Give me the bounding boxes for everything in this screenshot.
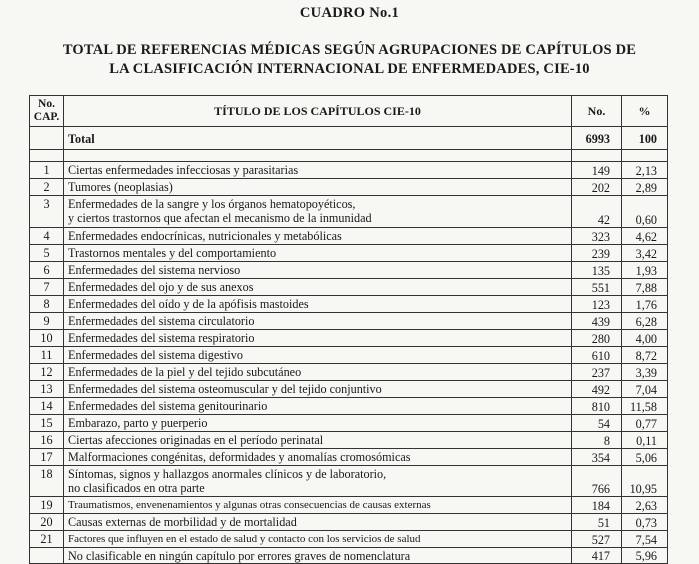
- total-cap: [30, 127, 64, 150]
- table-row: [30, 162, 668, 179]
- chapter-title: [64, 415, 572, 432]
- reference-count: 527: [572, 531, 622, 548]
- chapter-number: 20: [30, 514, 64, 531]
- table-row: [30, 179, 668, 196]
- chapter-title-line: Traumatismos, envenenamientos y algunas otras consecuencias de causas externas: [68, 499, 431, 511]
- chapter-number: 19: [30, 497, 64, 514]
- header-cap: [30, 96, 64, 127]
- chapter-title-line: Enfermedades del ojo y de sus anexos: [68, 280, 254, 294]
- chapter-title-line: y ciertos trastornos que afectan el mecanismo de la inmunidad: [68, 211, 372, 225]
- chapter-number: 14: [30, 398, 64, 415]
- reference-count: 417: [572, 548, 622, 564]
- reference-count: 239: [572, 245, 622, 262]
- table-row: [30, 347, 668, 364]
- chapter-title-line: Malformaciones congénitas, deformidades y anomalías cromosómicas: [68, 450, 411, 464]
- chapter-number: 5: [30, 245, 64, 262]
- chapter-title: [64, 364, 572, 381]
- chapter-number: 7: [30, 279, 64, 296]
- chapter-title-line: Trastornos mentales y del comportamiento: [68, 246, 277, 260]
- chapter-number: 13: [30, 381, 64, 398]
- reference-count: 51: [572, 514, 622, 531]
- references-table: [29, 95, 668, 564]
- reference-count: 8: [572, 432, 622, 449]
- cuadro-label: CUADRO No.1: [299, 5, 400, 21]
- table-row: [30, 449, 668, 466]
- chapter-title: [64, 548, 572, 564]
- title-line: TOTAL DE REFERENCIAS MÉDICAS SEGÚN AGRUPACIONES DE CAPÍTULOS DE: [62, 42, 637, 58]
- reference-percent: 1,76: [622, 296, 668, 313]
- reference-count: 237: [572, 364, 622, 381]
- chapter-number: 17: [30, 449, 64, 466]
- reference-count: 280: [572, 330, 622, 347]
- chapter-number: 10: [30, 330, 64, 347]
- table-row: [30, 398, 668, 415]
- chapter-title-line: Enfermedades de la sangre y los órganos hematopoyéticos,: [68, 197, 356, 211]
- chapter-title-line: Enfermedades del sistema osteomuscular y del tejido conjuntivo: [68, 382, 382, 396]
- reference-percent: 7,04: [622, 381, 668, 398]
- reference-count: 135: [572, 262, 622, 279]
- reference-count: 184: [572, 497, 622, 514]
- reference-count: 42: [572, 196, 622, 228]
- table-row: [30, 548, 668, 564]
- table-row: [30, 245, 668, 262]
- reference-count: 149: [572, 162, 622, 179]
- chapter-title-line: Enfermedades del sistema genitourinario: [68, 399, 268, 413]
- chapter-title-line: Síntomas, signos y hallazgos anormales clínicos y de laboratorio,: [68, 467, 387, 481]
- chapter-title-line: Causas externas de morbilidad y de mortalidad: [68, 515, 297, 529]
- reference-count: 810: [572, 398, 622, 415]
- header-title: TÍTULO DE LOS CAPÍTULOS CIE-10: [64, 96, 572, 127]
- reference-percent: 7,88: [622, 279, 668, 296]
- chapter-title-line: Enfermedades del sistema respiratorio: [68, 331, 255, 345]
- chapter-number: 12: [30, 364, 64, 381]
- table-row: [30, 415, 668, 432]
- chapter-number: 6: [30, 262, 64, 279]
- reference-count: 354: [572, 449, 622, 466]
- chapter-title: [64, 497, 572, 514]
- reference-percent: 2,63: [622, 497, 668, 514]
- reference-percent: 0,11: [622, 432, 668, 449]
- chapter-title: [64, 449, 572, 466]
- reference-percent: 0,73: [622, 514, 668, 531]
- chapter-title: [64, 313, 572, 330]
- chapter-title-line: Enfermedades del sistema nervioso: [68, 263, 241, 277]
- table-row: [30, 228, 668, 245]
- chapter-title: [64, 279, 572, 296]
- reference-percent: 3,39: [622, 364, 668, 381]
- total-num: 6993: [572, 127, 622, 150]
- chapter-number: 21: [30, 531, 64, 548]
- table-row: [30, 432, 668, 449]
- reference-percent: 3,42: [622, 245, 668, 262]
- chapter-number: 1: [30, 162, 64, 179]
- reference-percent: 5,96: [622, 548, 668, 564]
- chapter-title: [64, 162, 572, 179]
- reference-percent: 4,62: [622, 228, 668, 245]
- chapter-title-line: Tumores (neoplasias): [68, 180, 173, 194]
- chapter-title-line: Enfermedades de la piel y del tejido subcutáneo: [68, 365, 302, 379]
- reference-percent: 0,60: [622, 196, 668, 228]
- table-row: [30, 466, 668, 497]
- total-label: Total: [64, 127, 572, 150]
- chapter-title: [64, 245, 572, 262]
- table-row: [30, 296, 668, 313]
- chapter-title: [64, 228, 572, 245]
- chapter-title-line: Enfermedades del oído y de la apófisis mastoides: [68, 297, 309, 311]
- reference-percent: 8,72: [622, 347, 668, 364]
- header-cap-line1: No.: [38, 98, 55, 110]
- chapter-title-line: Enfermedades del sistema digestivo: [68, 348, 243, 362]
- table-row: [30, 279, 668, 296]
- chapter-title-line: Ciertas enfermedades infecciosas y parasitarias: [68, 163, 299, 177]
- total-row: [30, 127, 668, 150]
- chapter-title-line: Embarazo, parto y puerperio: [68, 416, 208, 430]
- table-row: [30, 313, 668, 330]
- table-title: [0, 41, 699, 79]
- reference-count: 766: [572, 466, 622, 497]
- reference-percent: 2,89: [622, 179, 668, 196]
- chapter-title: [64, 296, 572, 313]
- chapter-title: [64, 262, 572, 279]
- reference-percent: 10,95: [622, 466, 668, 497]
- reference-percent: 2,13: [622, 162, 668, 179]
- reference-count: 202: [572, 179, 622, 196]
- reference-percent: 0,77: [622, 415, 668, 432]
- chapter-title-line: Enfermedades del sistema circulatorio: [68, 314, 255, 328]
- chapter-title: [64, 179, 572, 196]
- title-line: LA CLASIFICACIÓN INTERNACIONAL DE ENFERMEDADES, CIE-10: [109, 61, 590, 77]
- chapter-title: [64, 514, 572, 531]
- chapter-title: [64, 381, 572, 398]
- table-row: [30, 262, 668, 279]
- chapter-title-line: Ciertas afecciones originadas en el período perinatal: [68, 433, 324, 447]
- reference-percent: 5,06: [622, 449, 668, 466]
- table-row: [30, 381, 668, 398]
- table-body: [30, 127, 668, 564]
- chapter-title: [64, 347, 572, 364]
- chapter-number: [30, 548, 64, 564]
- table-row: [30, 497, 668, 514]
- table-row: [30, 514, 668, 531]
- chapter-number: 9: [30, 313, 64, 330]
- chapter-title: [64, 330, 572, 347]
- spacer-row: [30, 150, 668, 162]
- reference-count: 492: [572, 381, 622, 398]
- header-row: [30, 96, 668, 127]
- header-cap-line2: CAP.: [33, 111, 60, 123]
- chapter-title: [64, 196, 572, 228]
- reference-count: 123: [572, 296, 622, 313]
- table-row: [30, 531, 668, 548]
- chapter-title: [64, 432, 572, 449]
- chapter-title: [64, 466, 572, 497]
- chapter-title: [64, 398, 572, 415]
- reference-count: 439: [572, 313, 622, 330]
- total-pct: 100: [622, 127, 668, 150]
- chapter-number: 15: [30, 415, 64, 432]
- table-row: [30, 330, 668, 347]
- reference-count: 54: [572, 415, 622, 432]
- reference-count: 323: [572, 228, 622, 245]
- chapter-title-line: no clasificados en otra parte: [68, 481, 205, 495]
- header-pct: %: [622, 96, 668, 127]
- chapter-title: [64, 531, 572, 548]
- header-num: No.: [572, 96, 622, 127]
- chapter-number: 2: [30, 179, 64, 196]
- reference-percent: 11,58: [622, 398, 668, 415]
- reference-percent: 7,54: [622, 531, 668, 548]
- chapter-number: 18: [30, 466, 64, 497]
- chapter-number: 11: [30, 347, 64, 364]
- chapter-title-line: No clasificable en ningún capítulo por errores graves de nomenclatura: [68, 549, 411, 563]
- table-row: [30, 196, 668, 228]
- reference-count: 610: [572, 347, 622, 364]
- reference-percent: 4,00: [622, 330, 668, 347]
- table-row: [30, 364, 668, 381]
- chapter-title-line: Factores que influyen en el estado de salud y contacto con los servicios de salud: [68, 533, 421, 545]
- chapter-number: 4: [30, 228, 64, 245]
- chapter-number: 16: [30, 432, 64, 449]
- reference-percent: 6,28: [622, 313, 668, 330]
- reference-percent: 1,93: [622, 262, 668, 279]
- reference-count: 551: [572, 279, 622, 296]
- chapter-number: 8: [30, 296, 64, 313]
- chapter-number: 3: [30, 196, 64, 228]
- chapter-title-line: Enfermedades endocrínicas, nutricionales y metabólicas: [68, 229, 342, 243]
